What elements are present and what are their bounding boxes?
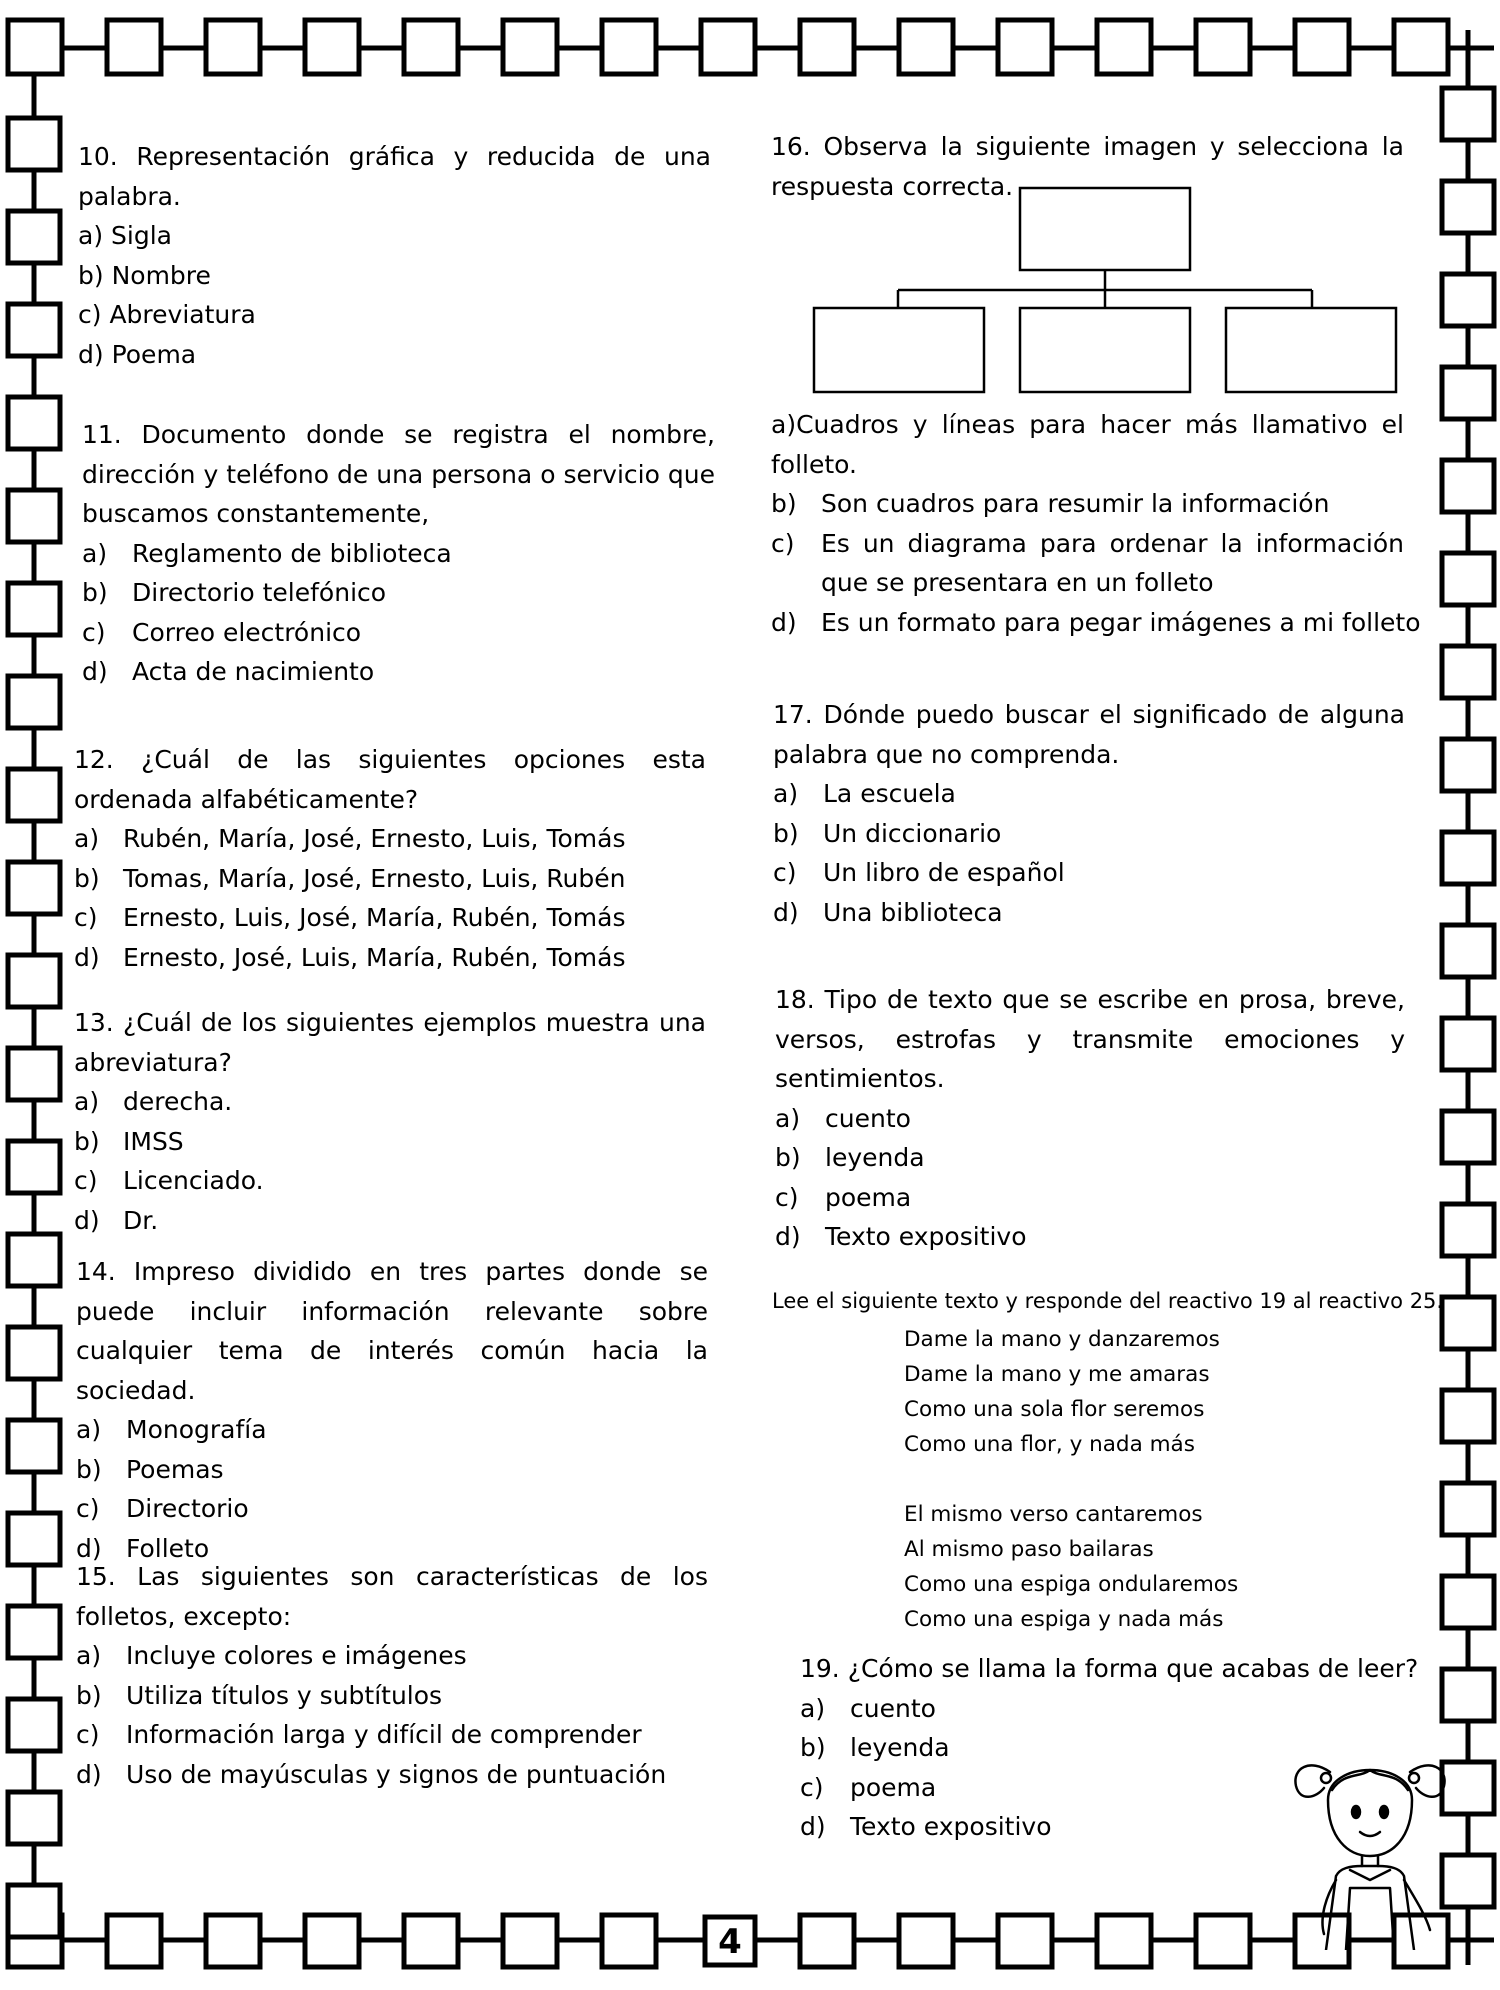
chain-link-left [8,955,60,1007]
option-letter: c) [74,1166,98,1195]
option-d [771,603,1421,643]
option-letter: b) [78,260,104,290]
chain-link-bottom [998,1915,1052,1967]
chain-link-bottom [503,1915,557,1967]
chain-link-left [8,1792,60,1844]
option-letter: a) [771,410,797,439]
chain-link-right [1442,1669,1494,1721]
chain-link-top [800,20,854,74]
option-c [74,898,706,938]
option-d [74,1201,706,1241]
chain-link-right [1442,1204,1494,1256]
head [1328,1770,1412,1856]
chain-link-bottom [1196,1915,1250,1967]
chain-link-right [1442,460,1494,512]
option-a [76,1636,708,1676]
chain-link-top [1394,20,1448,74]
chain-link-right [1442,925,1494,977]
question-16-options [771,405,1421,642]
question-17-stem: 17. Dónde puedo buscar el significado de alguna palabra que no comprenda. [773,700,1405,769]
option-text: Abreviatura [109,300,256,329]
option-a [74,1082,706,1122]
question-19-stem: 19. ¿Cómo se llama la forma que acabas de leer? [800,1654,1419,1683]
option-d [82,652,715,692]
option-letter: d) [771,607,797,637]
option-b [775,1138,1405,1178]
chain-link-right [1442,1576,1494,1628]
option-letter: b) [775,1143,801,1172]
option-letter: a) [76,1415,102,1444]
option-letter: b) [76,1680,102,1710]
option-text: Texto expositivo [850,1812,1052,1841]
pigtail-left [1295,1765,1330,1796]
option-text: Directorio telefónico [132,578,387,607]
option-a [775,1099,1405,1139]
option-a [773,774,1405,814]
option-letter: c) [771,528,795,558]
option-a [76,1410,708,1450]
option-letter: c) [800,1772,824,1802]
chain-link-bottom [107,1915,161,1967]
chain-link-right [1442,739,1494,791]
option-a [82,534,715,574]
chain-link-top [1295,20,1349,74]
hair-tie-right [1409,1773,1419,1783]
chain-link-left [8,1885,60,1937]
organizer-diagram [808,184,1408,394]
question-11-stem: 11. Documento donde se registra el nombre, dirección y teléfono de una persona o servicio que buscamos constantemente, [82,420,715,528]
girl-illustration [1280,1720,1460,1950]
chain-link-left [8,1234,60,1286]
option-a [78,216,711,256]
chain-link-bottom [602,1915,656,1967]
poem-line: Dame la mano y me amaras [904,1362,1210,1387]
poem-line: Como una espiga y nada más [904,1607,1224,1632]
option-d [74,938,706,978]
option-text: Reglamento de biblioteca [132,538,452,568]
chain-link-left [8,211,60,263]
chain-link-right [1442,181,1494,233]
option-b [78,256,711,296]
option-letter: a) [773,779,799,808]
poem-line: Como una espiga ondularemos [904,1572,1239,1597]
option-c [78,295,711,335]
chain-link-right [1442,1390,1494,1442]
chain-link-bottom [1097,1915,1151,1967]
chain-link-left [8,1699,60,1751]
eye-left [1352,1806,1360,1818]
chain-link-top [305,20,359,74]
chain-link-top [206,20,260,74]
chain-link-top [998,20,1052,74]
poem-line: Al mismo paso bailaras [904,1537,1154,1562]
chain-link-left [8,397,60,449]
chain-link-right [1442,832,1494,884]
poem-line: Dame la mano y danzaremos [904,1327,1220,1352]
poem-line: Como una sola flor seremos [904,1397,1205,1422]
question-13 [74,1003,706,1240]
chain-link-bottom [305,1915,359,1967]
question-13-stem: 13. ¿Cuál de los siguientes ejemplos muestra una abreviatura? [74,1008,706,1077]
option-text: Licenciado. [123,1166,264,1195]
option-letter: c) [76,1494,100,1523]
option-letter: c) [82,617,106,647]
option-text: cuento [850,1693,936,1723]
option-letter: d) [76,1759,102,1789]
option-c [76,1489,708,1529]
diagram-middle-box [1020,308,1190,392]
option-text: leyenda [850,1733,950,1762]
chain-link-left [8,304,60,356]
apron [1346,1888,1394,1950]
question-17 [773,695,1405,932]
option-letter: a) [78,221,104,250]
option-text: Información larga y difícil de comprender [126,1720,642,1749]
option-text: Correo electrónico [132,617,362,647]
option-text: Dr. [123,1205,159,1235]
question-18 [775,980,1405,1257]
option-letter: d) [82,657,108,686]
option-text: Sigla [111,221,172,250]
option-letter: b) [76,1454,102,1484]
option-letter: d) [74,1205,100,1235]
option-letter: c) [773,858,797,887]
poem-line: El mismo verso cantaremos [904,1502,1203,1527]
option-letter: b) [82,578,108,607]
chain-link-right [1442,1483,1494,1535]
diagram-right-box [1226,308,1396,392]
option-letter: d) [78,339,104,369]
chain-link-left [8,583,60,635]
option-b [76,1450,708,1490]
chain-link-left [8,676,60,728]
option-letter: a) [82,538,108,568]
poem-stanza-break [904,1462,1238,1497]
option-c [74,1161,706,1201]
option-letter: b) [74,863,100,893]
chain-link-right [1442,553,1494,605]
collar [1350,1870,1390,1880]
chain-link-left [8,1513,60,1565]
question-15-stem: 15. Las siguientes son características de los folletos, excepto: [76,1562,708,1631]
option-text: Una biblioteca [823,897,1003,927]
question-14-stem: 14. Impreso dividido en tres partes donde se puede incluir información relevante sobre cualquier tema de interés común hacia la sociedad. [76,1257,708,1405]
option-text: Rubén, María, José, Ernesto, Luis, Tomás [123,824,626,853]
option-text: cuento [825,1103,911,1133]
eye-right [1380,1806,1388,1818]
option-c [775,1178,1405,1218]
option-b [74,1122,706,1162]
option-text: La escuela [823,779,956,808]
chain-link-left [8,862,60,914]
option-b [771,484,1404,524]
option-b [82,573,715,613]
option-b [773,814,1405,854]
question-14 [76,1252,708,1568]
option-text: IMSS [123,1126,184,1156]
chain-link-right [1442,274,1494,326]
option-b [74,859,706,899]
option-letter: d) [74,942,100,972]
option-letter: b) [773,818,799,848]
neck [1362,1856,1378,1866]
question-10 [78,137,711,374]
option-letter: b) [800,1733,826,1762]
chain-link-left [8,1327,60,1379]
option-text: leyenda [825,1143,925,1172]
option-letter: d) [800,1812,826,1841]
option-a [771,405,1404,484]
option-d [773,893,1405,933]
option-text: Texto expositivo [825,1222,1027,1251]
chain-link-left [8,1420,60,1472]
chain-link-left [8,1606,60,1658]
chain-link-left [8,769,60,821]
option-text: Incluye colores e imágenes [126,1641,467,1670]
option-c [76,1715,708,1755]
chain-link-right [1442,646,1494,698]
hair-tie-left [1321,1773,1331,1783]
chain-link-right [1442,367,1494,419]
chain-link-top [1097,20,1151,74]
chain-link-right [1442,1111,1494,1163]
chain-link-top [701,20,755,74]
option-text: Folleto [126,1533,210,1563]
option-text: Un diccionario [823,818,1002,848]
question-11 [82,415,715,692]
chain-link-left [8,490,60,542]
option-text: poema [825,1182,912,1212]
option-letter: a) [74,1087,100,1116]
option-text: Acta de nacimiento [132,657,375,686]
option-d [78,335,711,375]
option-text: Poemas [126,1454,224,1484]
option-c [82,613,715,653]
option-c [773,853,1405,893]
option-letter: d) [775,1222,801,1251]
option-text: Tomas, María, José, Ernesto, Luis, Rubén [123,863,626,893]
option-text: Son cuadros para resumir la información [821,489,1330,518]
option-letter: c) [76,1720,100,1749]
option-text: Es un diagrama para ordenar la información que se presentara en un folleto [821,528,1404,597]
page-number: 4 [718,1922,742,1962]
option-letter: b) [74,1126,100,1156]
option-text: Ernesto, José, Luis, María, Rubén, Tomás [123,942,626,972]
chain-link-left [8,1048,60,1100]
option-text: Ernesto, Luis, José, María, Rubén, Tomás [123,903,626,932]
chain-link-bottom [800,1915,854,1967]
question-12-stem: 12. ¿Cuál de las siguientes opciones esta ordenada alfabéticamente? [74,745,706,814]
question-16-stem: 16. Observa la siguiente imagen y selecciona la respuesta correcta. [771,132,1404,201]
option-text: Nombre [111,260,211,290]
chain-link-top [503,20,557,74]
option-letter: c) [78,300,102,329]
chain-link-top [899,20,953,74]
question-15 [76,1557,708,1794]
body [1326,1866,1414,1950]
option-text: Directorio [126,1494,249,1523]
chain-link-bottom [206,1915,260,1967]
diagram-top-box [1020,188,1190,270]
option-text: derecha. [123,1087,233,1116]
chain-link-top [8,20,62,74]
option-text: Monografía [126,1415,267,1444]
option-letter: d) [76,1533,102,1563]
chain-link-right [1442,1297,1494,1349]
chain-link-right [1442,1018,1494,1070]
option-text: Uso de mayúsculas y signos de puntuación [126,1759,667,1789]
poem [904,1322,1238,1637]
option-letter: b) [771,489,797,518]
option-letter: c) [775,1182,799,1212]
poem-line: Como una flor, y nada más [904,1432,1195,1457]
question-12 [74,740,706,977]
option-text: Poema [111,339,197,369]
option-letter: a) [775,1103,801,1133]
reading-instructions: Lee el siguiente texto y responde del reactivo 19 al reactivo 25. [772,1289,1444,1313]
option-letter: d) [773,897,799,927]
chain-link-left [8,1141,60,1193]
option-text: Utiliza títulos y subtítulos [126,1680,443,1710]
option-letter: c) [74,903,98,932]
option-letter: a) [800,1693,826,1723]
option-b [76,1676,708,1716]
chain-link-top [404,20,458,74]
option-d [76,1755,708,1795]
option-d [775,1217,1405,1257]
diagram-left-box [814,308,984,392]
option-a [74,819,706,859]
chain-link-top [1196,20,1250,74]
question-18-stem: 18. Tipo de texto que se escribe en prosa, breve, versos, estrofas y transmite emociones y sentimientos. [775,985,1405,1093]
chain-link-left [8,118,60,170]
option-letter: a) [76,1641,102,1670]
option-text: Es un formato para pegar imágenes a mi folleto [821,607,1421,637]
smile [1360,1832,1380,1836]
option-text: Cuadros y líneas para hacer más llamativo el folleto. [771,410,1404,479]
chain-link-bottom [404,1915,458,1967]
chain-link-top [107,20,161,74]
option-text: poema [850,1772,937,1802]
option-c [771,524,1404,603]
option-letter: a) [74,824,100,853]
chain-link-bottom [899,1915,953,1967]
question-10-stem: 10. Representación gráfica y reducida de una palabra. [78,142,711,211]
option-text: Un libro de español [823,858,1065,887]
chain-link-right [1442,88,1494,140]
pigtail-right [1410,1765,1445,1796]
chain-link-top [602,20,656,74]
bangs [1332,1770,1408,1790]
